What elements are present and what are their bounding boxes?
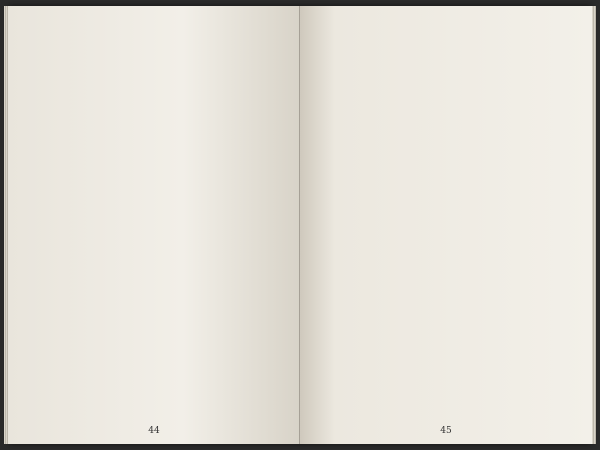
book-spread bbox=[8, 6, 592, 444]
left-page bbox=[8, 6, 300, 444]
page-number-left: 44 bbox=[148, 426, 160, 436]
page-edges-right bbox=[592, 6, 596, 444]
right-page bbox=[300, 6, 592, 444]
page-number-right: 45 bbox=[440, 426, 452, 436]
